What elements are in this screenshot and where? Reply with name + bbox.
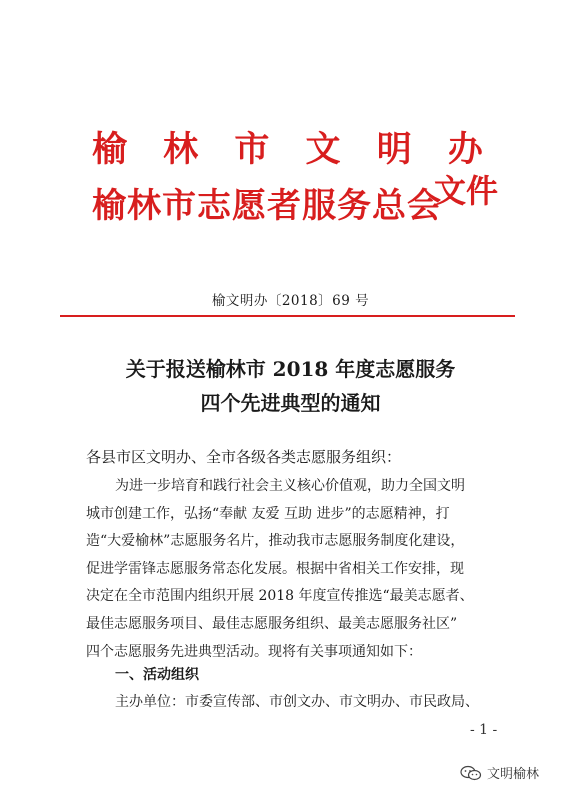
body-line: 四个志愿服务先进典型活动。现将有关事项通知如下： [86, 643, 422, 660]
wechat-icon [460, 765, 482, 781]
notice-title-line-2: 四个先进典型的通知 [200, 391, 381, 415]
watermark [460, 763, 539, 782]
host-units-line: 主办单位：市委宣传部、市创文办、市文明办、市民政局、 [115, 694, 479, 710]
body-paragraph [86, 473, 516, 666]
notice-title [0, 352, 581, 420]
body-line: 促进学雷锋志愿服务常态化发展。根据中省相关工作安排，现 [86, 560, 464, 577]
issuer-name-2: 榆林市志愿者服务总会 [92, 186, 442, 226]
body-line: 最佳志愿服务项目、最佳志愿服务组织、最美志愿服务社区” [86, 615, 458, 632]
issuer-name-1: 榆 林 市 文 明 办 [92, 129, 495, 170]
document-type-label: 文件 [434, 172, 499, 210]
watermark-text: 文明榆林 [487, 767, 540, 782]
document-number: 榆文明办〔2018〕69 号 [211, 293, 370, 309]
page-number: - 1 - [470, 722, 498, 738]
body-line: 决定在全市范围内组织开展 2018 年度宣传推选“最美志愿者、 [86, 588, 474, 605]
notice-title-line-1: 关于报送榆林市 2018 年度志愿服务 [125, 357, 456, 381]
section-heading: 一、活动组织 [115, 667, 199, 683]
body-line: 为进一步培育和践行社会主义核心价值观，助力全国文明 [115, 478, 465, 494]
body-line: 造“大爱榆林”志愿服务名片，推动我市志愿服务制度化建设， [86, 533, 465, 550]
body-line: 城市创建工作，弘扬“奉献 友爱 互助 进步”的志愿精神，打 [86, 505, 450, 522]
salutation: 各县市区文明办、全市各级各类志愿服务组织： [86, 448, 402, 466]
red-divider-line [60, 315, 515, 317]
